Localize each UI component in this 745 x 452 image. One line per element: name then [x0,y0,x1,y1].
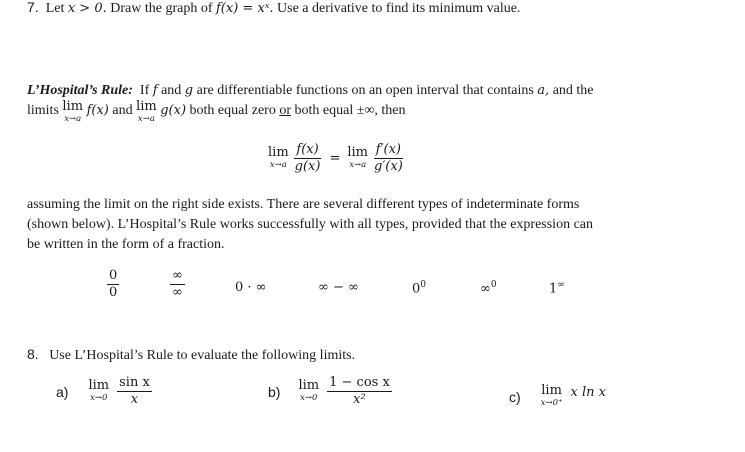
form-zero-over-zero [107,268,119,301]
part-b-fraction [327,375,392,408]
power-base: ∞ [480,281,491,297]
part-b [268,375,392,408]
fraction-numerator: f′(x) [375,142,402,157]
question-7-condition: x > 0. [67,1,107,16]
lim-word: lim [268,144,289,160]
lim-word: lim [136,99,157,114]
fraction-numerator: 0 [109,268,118,283]
rule-g: g [184,83,194,98]
fraction-denominator: x² [353,392,366,407]
question-7 [27,0,520,19]
rule-a: a, [537,83,550,98]
assume-line-1: assuming the limit on the right side exists. There are several different types of indeterminate forms [27,197,580,212]
fraction-denominator: 0 [109,285,118,300]
question-8-number: 8. [27,346,39,362]
fraction [107,268,119,301]
power-base: 0 [412,281,421,297]
lim-word: lim [347,144,369,160]
lim-word: lim [541,383,562,398]
rule-line-2 [27,101,405,125]
fraction [170,268,185,301]
question-7-function: f(x) = xˣ. [216,1,274,16]
part-a-lim [88,377,110,404]
fraction-denominator: ∞ [172,285,183,300]
rule-text-3: and the [552,83,594,98]
rule-gx: g(x) [160,103,187,118]
question-7-number: 7. [27,0,39,15]
lim-subscript: x→0⁺ [540,398,563,408]
lhospital-rule-statement [27,81,667,101]
part-c [509,385,606,409]
lim-subscript: x→a [269,159,287,170]
form-zero-pow-zero [412,280,426,296]
part-a-label: a) [56,383,69,400]
part-a [56,375,152,408]
lim-subscript: x→0 [300,392,318,403]
question-8 [27,344,355,366]
power-exponent: ∞ [557,280,565,290]
question-8-text: Use L’Hospital’s Rule to evaluate the following limits. [49,348,356,363]
rule-text-5: both equal ±∞, then [294,103,406,118]
question-7-prefix: Let [45,1,65,16]
rule-and-2: and [112,103,133,118]
question-7-tail: Use a derivative to find its minimum value. [277,1,521,16]
power-exponent: 0 [420,280,427,290]
form-one-pow-inf [549,280,565,296]
power-exponent: 0 [490,280,497,290]
equation-fraction-right [372,142,405,175]
fraction-numerator: sin x [119,375,150,390]
part-c-expression: x ln x [570,384,606,400]
equation-equals: = [329,151,341,166]
part-c-label: c) [509,389,521,405]
question-7-mid: Draw the graph of [110,1,213,16]
rule-text-2: are differentiable functions on an open interval that contains [196,83,534,98]
rule-lim-f [62,101,83,125]
part-b-label: b) [268,383,281,400]
form-zero-times-inf: 0 · ∞ [235,280,267,295]
rule-f: f [152,83,158,98]
lim-word: lim [62,99,84,114]
equation-lim-right [347,144,369,171]
rule-limits-word: limits [27,103,59,118]
part-b-lim [298,377,320,404]
lim-subscript: x→a [349,159,367,170]
rule-text-1: If [139,83,150,98]
rule-lim-g [136,101,157,125]
rule-fx: f(x) [86,103,109,118]
fraction-denominator: x [130,392,139,407]
lhospital-equation [268,142,405,175]
lim-word: lim [298,377,320,393]
part-c-lim [541,385,563,409]
lim-subscript: x→0 [90,392,108,403]
power-base: 1 [549,281,558,297]
rule-and: and [161,83,182,98]
part-a-fraction [117,375,152,408]
fraction-denominator: g(x) [294,159,321,174]
equation-lim-left [268,144,289,171]
fraction-denominator: g′(x) [374,159,403,174]
lim-subscript: x→a [64,114,82,124]
equation-fraction-left [293,142,323,175]
lim-subscript: x→a [137,114,155,124]
assume-line-2: (shown below). L’Hospital’s Rule works successfully with all types, provided that the expression can [27,217,593,232]
fraction-numerator: 1 − cos x [329,375,390,390]
form-inf-over-inf [170,268,185,301]
fraction-numerator: ∞ [172,268,183,283]
form-inf-minus-inf: ∞ − ∞ [318,280,359,295]
rule-text-4: both equal zero [189,103,276,118]
form-inf-pow-zero [480,280,497,296]
lim-word: lim [88,377,110,393]
rule-title: L’Hospital’s Rule: [27,83,133,98]
fraction-numerator: f(x) [296,142,319,157]
assume-line-3: be written in the form of a fraction. [27,237,225,252]
rule-or: or [279,103,291,118]
